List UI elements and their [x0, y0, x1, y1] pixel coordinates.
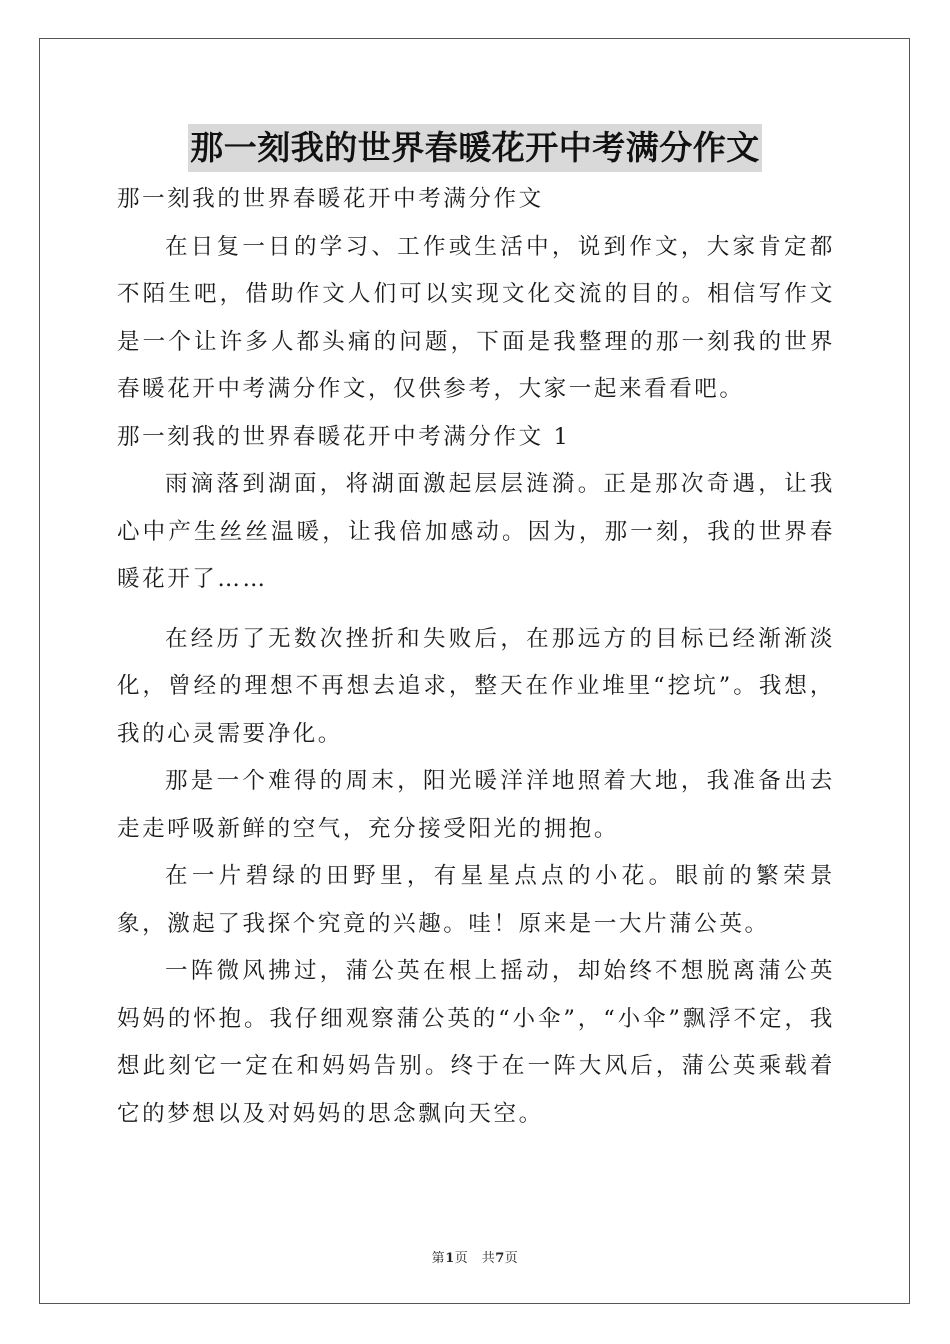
body-paragraph-1: 雨滴落到湖面，将湖面激起层层涟漪。正是那次奇遇，让我心中产生丝丝温暖，让我倍加感动。因为，那一刻，我的世界春暖花开了…… [117, 471, 835, 592]
section-heading: 那一刻我的世界春暖花开中考满分作文 1 [117, 423, 571, 450]
page-prefix: 第 [431, 1251, 446, 1266]
document-subtitle: 那一刻我的世界春暖花开中考满分作文 [117, 186, 544, 212]
body-paragraph-4: 在一片碧绿的田野里，有星星点点的小花。眼前的繁荣景象，激起了我探个究竟的兴趣。哇！原来是一大片蒲公英。 [117, 863, 835, 937]
body-paragraph-2: 在经历了无数次挫折和失败后，在那远方的目标已经渐渐淡化，曾经的理想不再想去追求，整天在作业堆里“挖坑”。我想，我的心灵需要净化。 [117, 625, 835, 747]
page-mid: 页 共 [454, 1251, 496, 1266]
page-total: 7 [495, 1251, 505, 1266]
document-title: 那一刻我的世界春暖花开中考满分作文 [188, 124, 762, 172]
page-current: 1 [445, 1251, 455, 1266]
document-body [117, 176, 835, 1138]
title-container [0, 124, 950, 172]
body-paragraph-3: 那是一个难得的周末，阳光暖洋洋地照着大地，我准备出去走走呼吸新鲜的空气，充分接受阳光的拥抱。 [117, 768, 835, 842]
intro-paragraph: 在日复一日的学习、工作或生活中，说到作文，大家肯定都不陌生吧，借助作文人们可以实现文化交流的目的。相信写作文是一个让许多人都头痛的问题，下面是我整理的那一刻我的世界春暖花开中考满分作文，仅供参考，大家一起来看看吧。 [117, 233, 835, 402]
page-footer [0, 1247, 950, 1266]
body-paragraph-5: 一阵微风拂过，蒲公英在根上摇动，却始终不想脱离蒲公英妈妈的怀抱。我仔细观察蒲公英的“小伞”，“小伞”飘浮不定，我想此刻它一定在和妈妈告别。终于在一阵大风后，蒲公英乘载着它的梦想以及对妈妈的思念飘向天空。 [117, 958, 835, 1127]
page-suffix: 页 [504, 1251, 519, 1266]
